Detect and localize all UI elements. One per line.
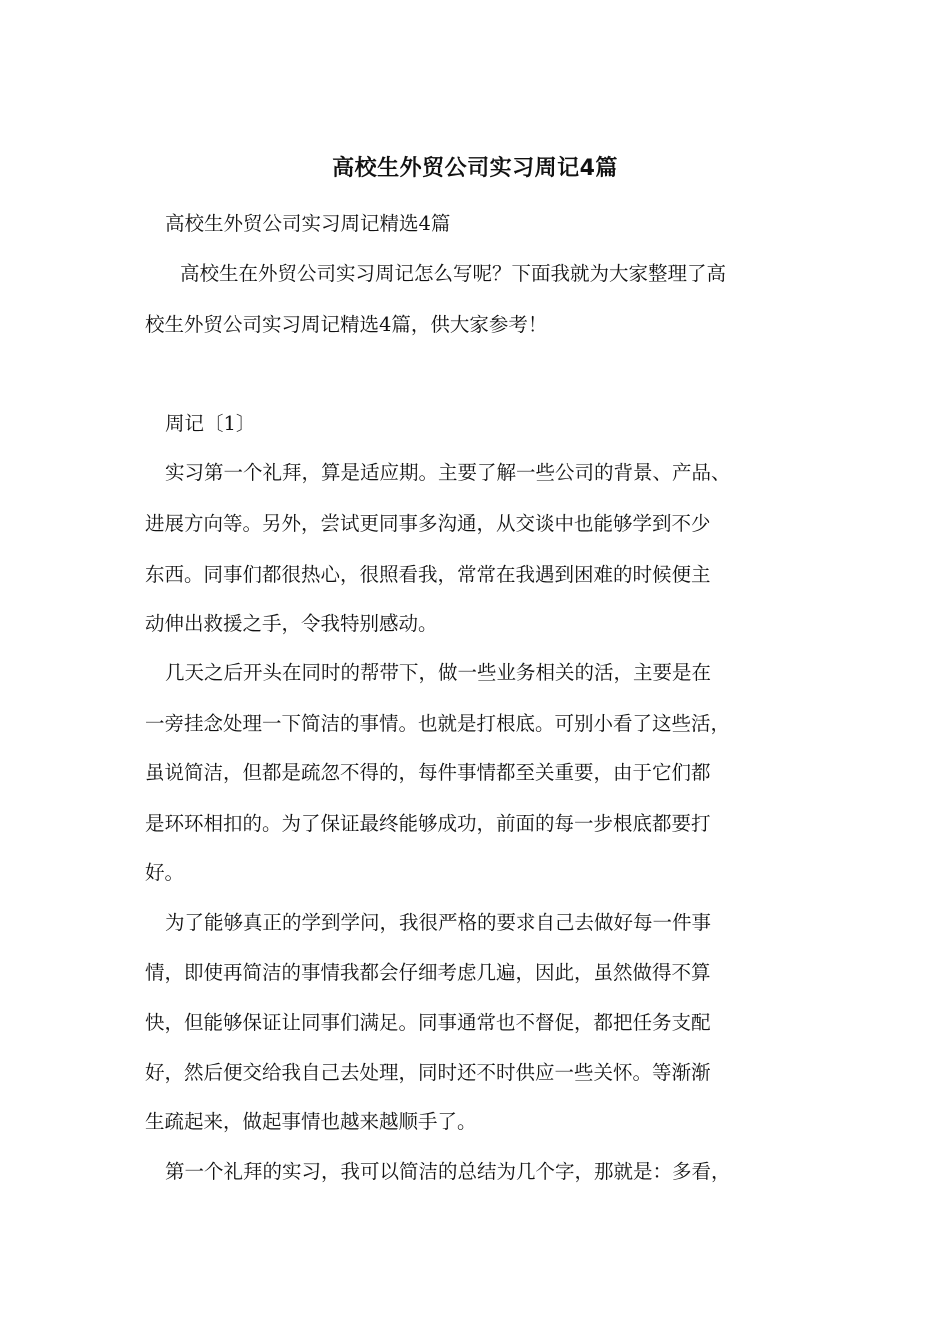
document-title: 高校生外贸公司实习周记4篇 bbox=[332, 156, 618, 181]
paragraph-line: 好。 bbox=[145, 861, 185, 884]
paragraph-line: 是环环相扣的。为了保证最终能够成功，前面的每一步根底都要打 bbox=[145, 812, 711, 835]
subtitle-line: 高校生外贸公司实习周记精选4篇 bbox=[165, 212, 451, 235]
paragraph-line: 生疏起来，做起事情也越来越顺手了。 bbox=[145, 1110, 477, 1133]
paragraph-line: 进展方向等。另外，尝试更同事多沟通，从交谈中也能够学到不少 bbox=[145, 512, 711, 535]
section-heading: 周记〔1〕 bbox=[165, 412, 256, 435]
paragraph-line: 快，但能够保证让同事们满足。同事通常也不督促，都把任务支配 bbox=[145, 1011, 711, 1034]
paragraph-line: 动伸出救援之手，令我特别感动。 bbox=[145, 612, 438, 635]
paragraph-line: 高校生在外贸公司实习周记怎么写呢？下面我就为大家整理了高 bbox=[180, 262, 727, 285]
paragraph-line: 好，然后便交给我自己去处理，同时还不时供应一些关怀。等渐渐 bbox=[145, 1061, 711, 1084]
paragraph-line: 校生外贸公司实习周记精选4篇，供大家参考！ bbox=[145, 313, 548, 336]
paragraph-line: 为了能够真正的学到学问，我很严格的要求自己去做好每一件事 bbox=[165, 911, 712, 934]
paragraph-line: 情，即使再简洁的事情我都会仔细考虑几遍，因此，虽然做得不算 bbox=[145, 961, 711, 984]
paragraph-line: 几天之后开头在同时的帮带下，做一些业务相关的活，主要是在 bbox=[165, 661, 712, 684]
paragraph-line: 虽说简洁，但都是疏忽不得的，每件事情都至关重要，由于它们都 bbox=[145, 761, 711, 784]
paragraph-line: 一旁挂念处理一下简洁的事情。也就是打根底。可别小看了这些活， bbox=[145, 712, 731, 735]
paragraph-line: 实习第一个礼拜，算是适应期。主要了解一些公司的背景、产品、 bbox=[165, 461, 731, 484]
paragraph-line: 第一个礼拜的实习，我可以简洁的总结为几个字，那就是：多看， bbox=[165, 1160, 731, 1183]
paragraph-line: 东西。同事们都很热心，很照看我，常常在我遇到困难的时候便主 bbox=[145, 563, 711, 586]
